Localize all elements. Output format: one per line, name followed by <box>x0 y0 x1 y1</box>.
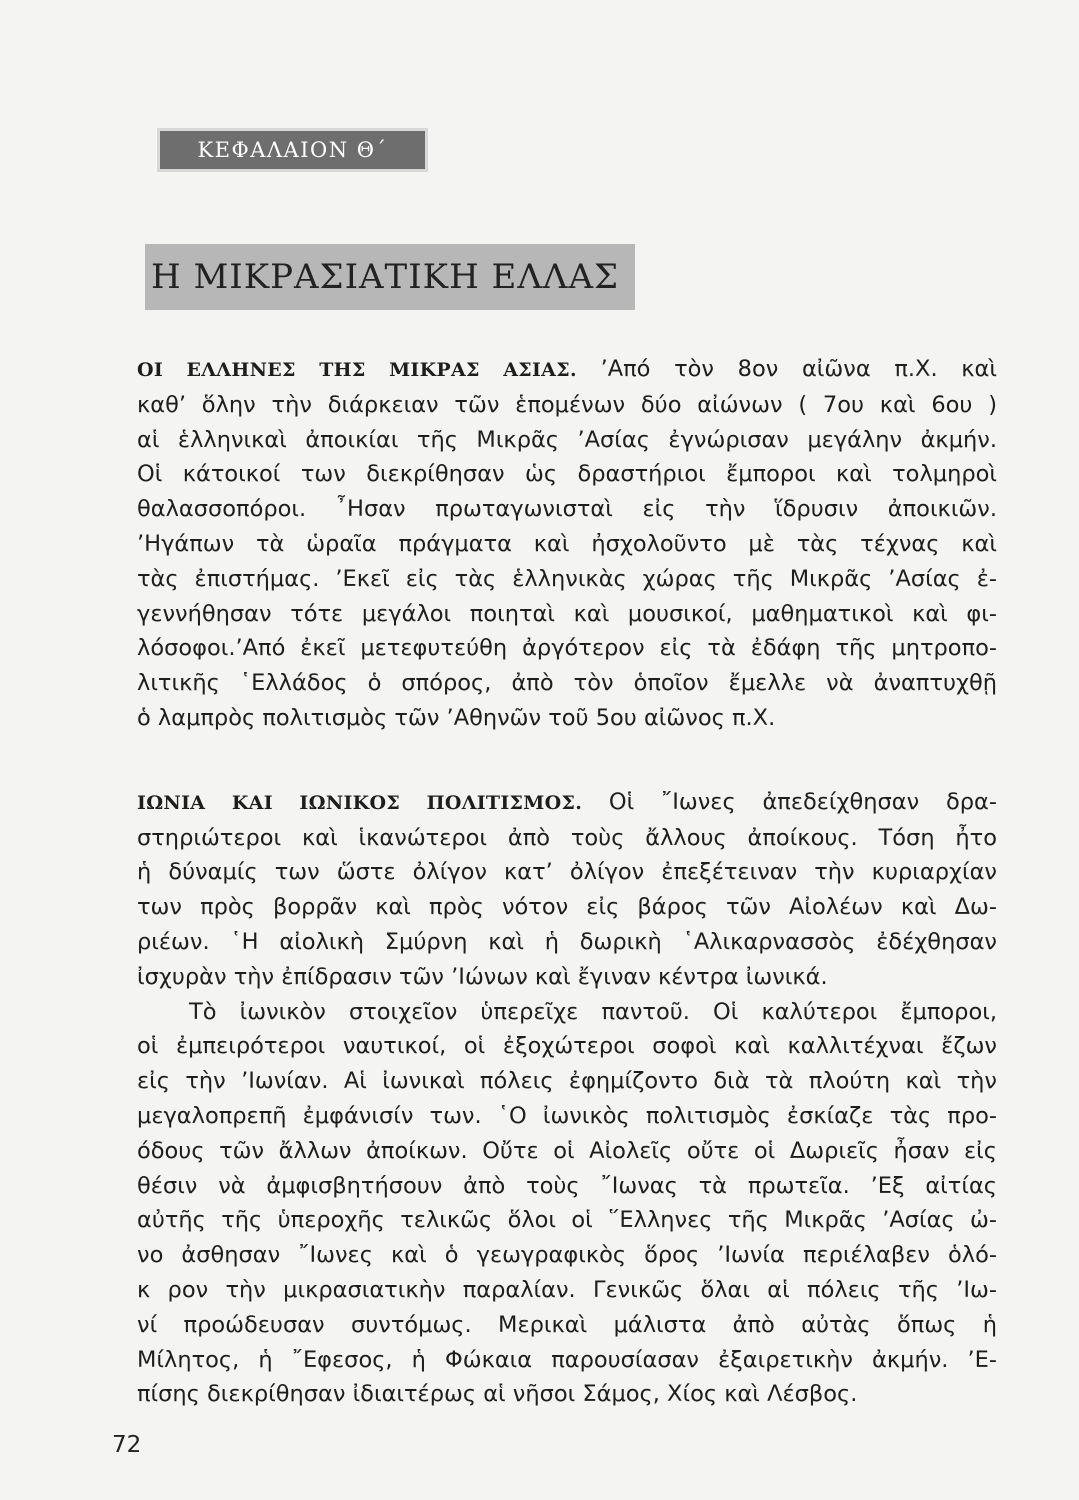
text-line: λιτικῆς ῾Ελλάδος ὁ σπόρος, ἀπὸ τὸν ὁποῖον ἔμελλε νὰ ἀναπτυχθῇ <box>137 670 997 697</box>
line-text: Οἱ ῎Ιωνες ἀπεδείχθησαν δρα- <box>608 788 997 815</box>
page-number: 72 <box>112 1432 142 1458</box>
text-line: τὰς ἐπιστήμας. ’Εκεῖ εἰς τὰς ἑλληνικὰς χώρας τῆς Μικρᾶς ’Ασίας ἐ- <box>137 565 997 592</box>
section-ionian-element <box>137 995 997 1413</box>
text-line: μεγαλοπρεπῆ ἐμφάνισίν των. ῾Ο ἰωνικὸς πολιτισμὸς ἐσκίαζε τὰς προ- <box>137 1102 997 1129</box>
text-line <box>137 352 997 388</box>
text-line: εἰς τὴν ’Ιωνίαν. Αἱ ἰωνικαὶ πόλεις ἐφημίζοντο διὰ τὰ πλούτη καὶ τὴν <box>137 1068 997 1095</box>
text-line: στηριώτεροι καὶ ἱκανώτεροι ἀπὸ τοὺς ἄλλους ἀποίκους. Τόση ἦτο <box>137 824 997 851</box>
section-ionia <box>137 785 997 995</box>
text-line: νο ἀσθησαν ῎Ιωνες καὶ ὁ γεωγραφικὸς ὅρος ’Ιωνία περιέλαβεν ὁλό- <box>137 1242 997 1269</box>
text-line: κ ρον τὴν μικρασιατικὴν παραλίαν. Γενικῶς ὅλαι αἱ πόλεις τῆς ’Ιω- <box>137 1276 997 1303</box>
chapter-title: Η ΜΙΚΡΑΣΙΑΤΙΚΗ ΕΛΛΑΣ <box>145 244 635 310</box>
text-line: πίσης διεκρίθησαν ἰδιαιτέρως αἱ νῆσοι Σάμος, Χίος καὶ Λέσβος. <box>137 1381 858 1408</box>
text-line: θέσιν νὰ ἀμφισβητήσουν ἀπὸ τοὺς ῎Ιωνας τὰ πρωτεῖα. ’Εξ αἰτίας <box>137 1172 997 1199</box>
text-line: των πρὸς βορρᾶν καὶ πρὸς νότον εἰς βάρος τῶν Αἰολέων καὶ Δω- <box>137 894 997 921</box>
text-line: ’Ηγάπων τὰ ὡραῖα πράγματα καὶ ἠσχολοῦντο μὲ τὰς τέχνας καὶ <box>137 530 997 557</box>
text-line: οἱ ἐμπειρότεροι ναυτικοί, οἱ ἐξοχώτεροι σοφοὶ καὶ καλλιτέχναι ἔζων <box>137 1033 997 1060</box>
text-line: ριέων. ῾Η αἰολικὴ Σμύρνη καὶ ἡ δωρικὴ ῾Αλικαρνασσὸς ἐδέχθησαν <box>137 928 997 955</box>
text-line: ὁ λαμπρὸς πολιτισμὸς τῶν ’Αθηνῶν τοῦ 5ου αἰῶνος π.Χ. <box>137 704 776 731</box>
chapter-label: ΚΕΦΑΛΑΙΟΝ Θ΄ <box>157 128 428 172</box>
text-line: θαλασσοπόροι. ῏Ησαν πρωταγωνισταὶ εἰς τὴν ἵδρυσιν ἀποικιῶν. <box>137 496 997 523</box>
text-line: Τὸ ἰωνικὸν στοιχεῖον ὑπερεῖχε παντοῦ. Οἱ καλύτεροι ἔμποροι, <box>189 998 997 1025</box>
text-line <box>137 785 997 821</box>
section-heading: ΙΩΝΙΑ ΚΑΙ ΙΩΝΙΚΟΣ ΠΟΛΙΤΙΣΜΟΣ. <box>137 791 583 814</box>
text-line: ἡ δύναμίς των ὥστε ὀλίγον κατ’ ὀλίγον ἐπεξέτειναν τὴν κυριαρχίαν <box>137 859 997 886</box>
text-line: Οἱ κάτοικοί των διεκρίθησαν ὡς δραστήριοι ἔμποροι καὶ τολμηροὶ <box>137 461 997 488</box>
text-line: αὐτῆς τῆς ὑπεροχῆς τελικῶς ὅλοι οἱ ῞Ελληνες τῆς Μικρᾶς ’Ασίας ὠ- <box>137 1207 997 1234</box>
section-greeks-of-asia-minor <box>137 352 997 736</box>
section-heading: ΟΙ ΕΛΛΗΝΕΣ ΤΗΣ ΜΙΚΡΑΣ ΑΣΙΑΣ. <box>137 359 577 381</box>
text-line: όδους τῶν ἄλλων ἀποίκων. Οὔτε οἱ Αἰολεῖς οὔτε οἱ Δωριεῖς ἦσαν εἰς <box>137 1137 997 1164</box>
text-line: νί προώδευσαν συντόμως. Μερικαὶ μάλιστα ἀπὸ αὐτὰς ὅπως ἡ <box>137 1311 997 1338</box>
line-text: ’Από τὸν 8ον αἰῶνα π.Χ. καὶ <box>600 356 997 382</box>
text-line: λόσοφοι.’Από ἐκεῖ μετεφυτεύθη ἀργότερον εἰς τὰ ἐδάφη τῆς μητροπο- <box>137 635 997 662</box>
text-line: ἰσχυρὰν τὴν ἐπίδρασιν τῶν ’Ιώνων καὶ ἔγιναν κέντρα ἰωνικά. <box>137 963 828 990</box>
text-line: γεννήθησαν τότε μεγάλοι ποιηταὶ καὶ μουσικοί, μαθηματικοὶ καὶ φι- <box>137 600 997 627</box>
text-line: Μίλητος, ἡ ῎Εφεσος, ἡ Φώκαια παρουσίασαν ἐξαιρετικὴν ἀκμήν. ’Ε- <box>137 1346 997 1373</box>
text-line: καθ’ ὅλην τὴν διάρκειαν τῶν ἑπομένων δύο αἰώνων ( 7ου καὶ 6ου ) <box>137 391 997 418</box>
page-body <box>137 352 997 1412</box>
text-line: αἱ ἑλληνικαὶ ἀποικίαι τῆς Μικρᾶς ’Ασίας ἐγνώρισαν μεγάλην ἀκμήν. <box>137 426 997 453</box>
